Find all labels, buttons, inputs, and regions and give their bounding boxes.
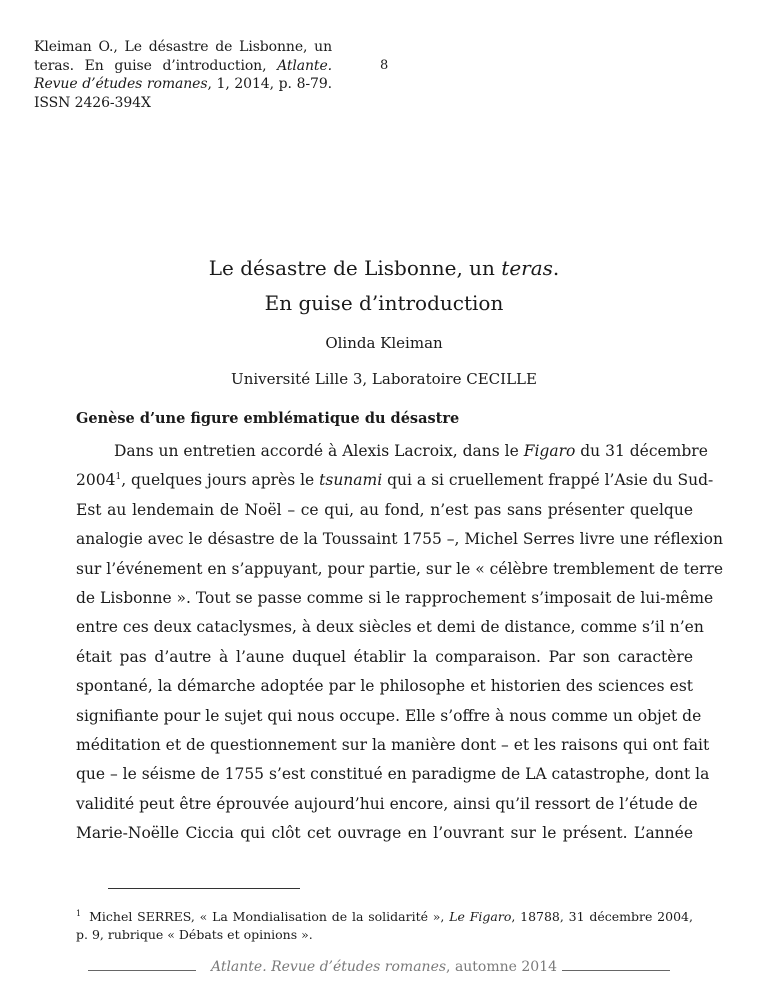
footnote-separator xyxy=(108,888,300,889)
footnote-ref: 1 xyxy=(115,472,122,483)
citation-line xyxy=(34,38,332,57)
footer-rule-right xyxy=(562,970,670,971)
text-run: teras. En guise d’introduction, xyxy=(34,57,278,74)
title-end: . xyxy=(552,256,560,280)
text-run: qui a si cruellement frappé l’Asie du Sud- xyxy=(382,471,714,490)
italic-text: Figaro xyxy=(523,442,576,460)
body-line xyxy=(76,525,723,554)
journal-date: , automne 2014 xyxy=(446,959,558,975)
text-run: était pas d’autre à l’aune duquel établir la comparaison. Par son caractère xyxy=(76,647,693,666)
text-run: Est au lendemain de Noël – ce qui, au fond, n’est pas sans présenter quelque xyxy=(76,500,693,519)
text-run: , quelques jours après le xyxy=(121,471,320,490)
citation-line xyxy=(34,94,332,113)
text-run: 2004 xyxy=(76,471,116,490)
text-run: , 18788, 31 décembre 2004, xyxy=(511,909,693,925)
footnote-line xyxy=(76,905,693,926)
journal-name: Atlante. Revue d’études romanes xyxy=(210,959,447,975)
title-main: Le désastre de Lisbonne, un xyxy=(208,256,502,280)
text-run: du 31 décembre xyxy=(575,442,708,460)
title-italic: teras xyxy=(501,256,553,280)
page-number: 8 xyxy=(380,58,389,73)
text-run: Dans un entretien accordé à Alexis Lacroix, dans le xyxy=(114,442,524,460)
body-line xyxy=(76,731,710,760)
text-run: validité peut être éprouvée aujourd’hui encore, ainsi qu’il ressort de l’étude de xyxy=(76,794,698,813)
article-title xyxy=(0,256,768,280)
italic-text: tsunami xyxy=(319,471,383,490)
text-run: que – le séisme de 1755 s’est constitué en paradigme de LA catastrophe, dont la xyxy=(76,765,710,784)
body-line xyxy=(76,466,714,495)
text-run: entre ces deux cataclysmes, à deux siècles et demi de distance, comme s’il n’en xyxy=(76,618,704,637)
text-run: analogie avec le désastre de la Toussaint 1755 –, Michel Serres livre une réflexion xyxy=(76,530,723,549)
text-run: spontané, la démarche adoptée par le philosophe et historien des sciences est xyxy=(76,677,693,696)
article-subtitle: En guise d’introduction xyxy=(264,291,504,315)
body-line xyxy=(76,437,708,466)
citation-line xyxy=(34,75,332,94)
body-text xyxy=(76,437,724,848)
text-run: signifiante pour le sujet qui nous occupe. Elle s’offre à nous comme un objet de xyxy=(76,706,702,725)
body-line xyxy=(76,555,724,584)
journal-footer xyxy=(0,959,768,975)
text-run: Kleiman O., Le désastre de Lisbonne, un xyxy=(34,39,332,55)
body-line xyxy=(76,819,693,848)
citation-line xyxy=(34,57,332,76)
body-line xyxy=(76,702,702,731)
text-run: , 1, 2014, p. 8-79. xyxy=(207,76,332,92)
body-line xyxy=(76,643,693,672)
author-affiliation: Université Lille 3, Laboratoire CECILLE xyxy=(231,370,537,388)
author-name: Olinda Kleiman xyxy=(325,334,443,352)
text-run: méditation et de questionnement sur la manière dont – et les raisons qui ont fait xyxy=(76,735,710,754)
body-line xyxy=(76,613,704,642)
italic-text: Revue d’études romanes xyxy=(34,76,208,92)
text-run: sur l’événement en s’appuyant, pour partie, sur le « célèbre tremblement de terre xyxy=(76,559,724,578)
text-run: p. 9, rubrique « Débats et opinions ». xyxy=(76,926,313,942)
text-run: Marie-Noëlle Ciccia qui clôt cet ouvrage en l’ouvrant sur le présent. L’année xyxy=(76,824,693,843)
body-line xyxy=(76,584,714,613)
body-line xyxy=(76,672,693,701)
italic-text: Atlante. xyxy=(277,57,332,74)
body-line xyxy=(76,496,693,525)
footnote-line xyxy=(76,926,693,944)
text-run: de Lisbonne ». Tout se passe comme si le rapprochement s’imposait de lui-même xyxy=(76,588,714,607)
section-heading: Genèse d’une figure emblématique du désastre xyxy=(76,410,460,427)
footnote xyxy=(76,905,693,943)
italic-text: Le Figaro xyxy=(449,909,512,925)
footnote-number: 1 xyxy=(76,909,82,918)
text-run: Michel SERRES, « La Mondialisation de la solidarité », xyxy=(89,909,450,925)
body-line xyxy=(76,760,710,789)
body-line xyxy=(76,790,698,819)
citation-block xyxy=(34,38,332,112)
text-run: ISSN 2426-394X xyxy=(34,94,151,111)
